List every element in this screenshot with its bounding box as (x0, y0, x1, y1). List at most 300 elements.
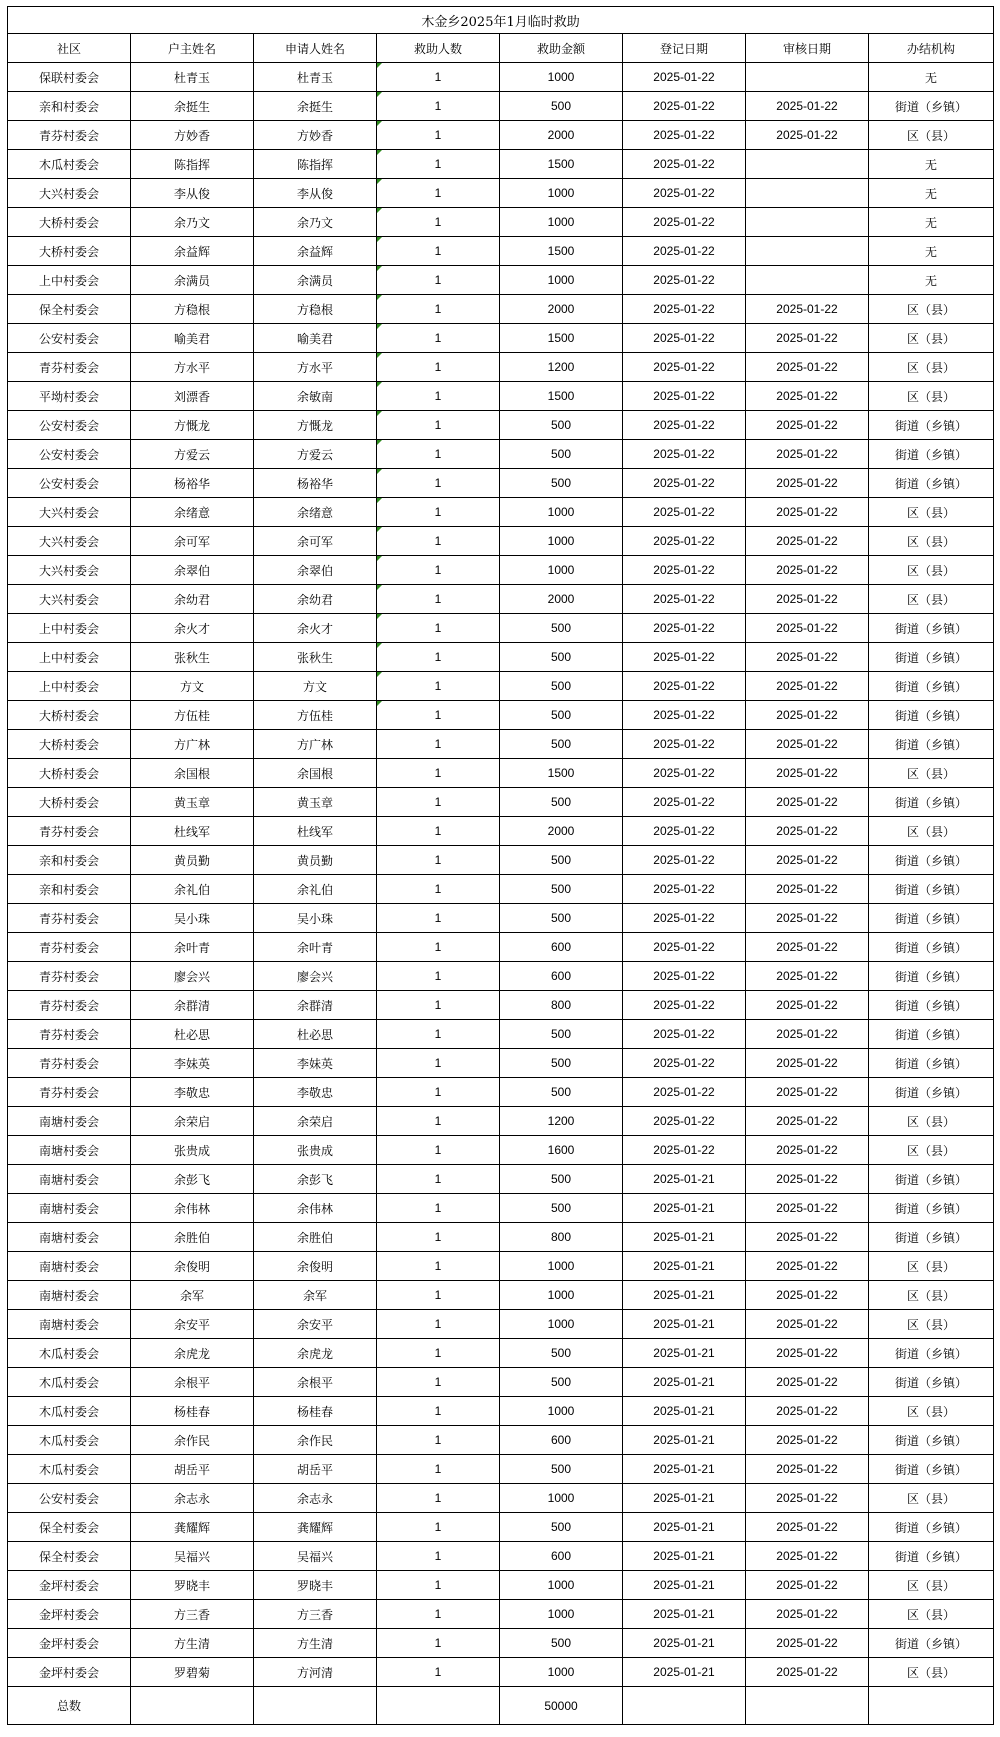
cell-count[interactable] (377, 382, 500, 411)
cell-community[interactable] (8, 266, 131, 295)
cell-register-date[interactable] (623, 1136, 746, 1165)
cell-amount[interactable] (500, 237, 623, 266)
cell-applicant[interactable] (254, 498, 377, 527)
cell-agency[interactable] (869, 469, 994, 498)
cell-amount[interactable] (500, 933, 623, 962)
cell-applicant[interactable] (254, 701, 377, 730)
cell-review-date[interactable] (746, 556, 869, 585)
cell-agency[interactable] (869, 1107, 994, 1136)
cell-community[interactable] (8, 933, 131, 962)
cell-review-date[interactable] (746, 237, 869, 266)
cell-review-date[interactable] (746, 1571, 869, 1600)
cell-agency[interactable] (869, 933, 994, 962)
cell-count[interactable] (377, 933, 500, 962)
cell-register-date[interactable] (623, 1339, 746, 1368)
cell-agency[interactable] (869, 527, 994, 556)
cell-register-date[interactable] (623, 353, 746, 382)
cell-review-date[interactable] (746, 1397, 869, 1426)
cell-register-date[interactable] (623, 527, 746, 556)
cell-agency[interactable] (869, 730, 994, 759)
cell-applicant[interactable] (254, 469, 377, 498)
cell-agency[interactable] (869, 788, 994, 817)
cell-agency[interactable] (869, 1368, 994, 1397)
cell-applicant[interactable] (254, 121, 377, 150)
header-amount[interactable]: 救助金额 (500, 34, 623, 63)
cell-amount[interactable] (500, 1658, 623, 1687)
cell-count[interactable] (377, 1455, 500, 1484)
cell-amount[interactable] (500, 1600, 623, 1629)
cell-applicant[interactable] (254, 1310, 377, 1339)
cell-amount[interactable] (500, 1310, 623, 1339)
cell-register-date[interactable] (623, 933, 746, 962)
cell-review-date[interactable] (746, 991, 869, 1020)
cell-agency[interactable] (869, 1571, 994, 1600)
cell-register-date[interactable] (623, 614, 746, 643)
cell-householder[interactable] (131, 904, 254, 933)
cell-review-date[interactable] (746, 1455, 869, 1484)
cell-householder[interactable] (131, 63, 254, 92)
cell-community[interactable] (8, 440, 131, 469)
cell-householder[interactable] (131, 556, 254, 585)
cell-review-date[interactable] (746, 1513, 869, 1542)
cell-review-date[interactable] (746, 440, 869, 469)
cell-amount[interactable] (500, 759, 623, 788)
cell-amount[interactable] (500, 556, 623, 585)
cell-review-date[interactable] (746, 1542, 869, 1571)
cell-amount[interactable] (500, 1136, 623, 1165)
cell-review-date[interactable] (746, 1310, 869, 1339)
cell-review-date[interactable] (746, 1136, 869, 1165)
cell-householder[interactable] (131, 1629, 254, 1658)
cell-count[interactable] (377, 788, 500, 817)
cell-householder[interactable] (131, 1484, 254, 1513)
cell-amount[interactable] (500, 150, 623, 179)
cell-count[interactable] (377, 846, 500, 875)
cell-amount[interactable] (500, 1397, 623, 1426)
cell-register-date[interactable] (623, 759, 746, 788)
cell-community[interactable] (8, 817, 131, 846)
total-empty-cell[interactable] (746, 1687, 869, 1725)
cell-review-date[interactable] (746, 643, 869, 672)
cell-householder[interactable] (131, 150, 254, 179)
header-applicant[interactable]: 申请人姓名 (254, 34, 377, 63)
cell-community[interactable] (8, 1629, 131, 1658)
cell-applicant[interactable] (254, 817, 377, 846)
cell-register-date[interactable] (623, 295, 746, 324)
cell-count[interactable] (377, 1426, 500, 1455)
cell-count[interactable] (377, 1107, 500, 1136)
cell-community[interactable] (8, 121, 131, 150)
cell-agency[interactable] (869, 1223, 994, 1252)
cell-review-date[interactable] (746, 788, 869, 817)
cell-amount[interactable] (500, 1078, 623, 1107)
cell-community[interactable] (8, 1368, 131, 1397)
cell-register-date[interactable] (623, 440, 746, 469)
cell-count[interactable] (377, 1165, 500, 1194)
cell-agency[interactable] (869, 1078, 994, 1107)
cell-householder[interactable] (131, 382, 254, 411)
cell-register-date[interactable] (623, 1165, 746, 1194)
cell-register-date[interactable] (623, 846, 746, 875)
cell-count[interactable] (377, 1223, 500, 1252)
cell-applicant[interactable] (254, 382, 377, 411)
cell-amount[interactable] (500, 382, 623, 411)
cell-review-date[interactable] (746, 1629, 869, 1658)
cell-register-date[interactable] (623, 469, 746, 498)
cell-review-date[interactable] (746, 92, 869, 121)
cell-review-date[interactable] (746, 121, 869, 150)
cell-agency[interactable] (869, 1484, 994, 1513)
cell-community[interactable] (8, 208, 131, 237)
cell-review-date[interactable] (746, 1194, 869, 1223)
cell-amount[interactable] (500, 904, 623, 933)
cell-register-date[interactable] (623, 179, 746, 208)
cell-agency[interactable] (869, 556, 994, 585)
cell-applicant[interactable] (254, 295, 377, 324)
cell-amount[interactable] (500, 614, 623, 643)
cell-applicant[interactable] (254, 353, 377, 382)
cell-amount[interactable] (500, 1281, 623, 1310)
cell-householder[interactable] (131, 266, 254, 295)
cell-register-date[interactable] (623, 63, 746, 92)
cell-householder[interactable] (131, 1107, 254, 1136)
cell-householder[interactable] (131, 324, 254, 353)
sheet-title[interactable]: 木金乡2025年1月临时救助 (8, 7, 994, 34)
cell-review-date[interactable] (746, 324, 869, 353)
cell-amount[interactable] (500, 1339, 623, 1368)
cell-applicant[interactable] (254, 92, 377, 121)
cell-review-date[interactable] (746, 1020, 869, 1049)
cell-applicant[interactable] (254, 1426, 377, 1455)
cell-count[interactable] (377, 817, 500, 846)
cell-agency[interactable] (869, 846, 994, 875)
cell-applicant[interactable] (254, 1339, 377, 1368)
cell-agency[interactable] (869, 498, 994, 527)
cell-register-date[interactable] (623, 150, 746, 179)
cell-agency[interactable] (869, 991, 994, 1020)
cell-register-date[interactable] (623, 324, 746, 353)
cell-review-date[interactable] (746, 469, 869, 498)
cell-register-date[interactable] (623, 1629, 746, 1658)
cell-community[interactable] (8, 585, 131, 614)
cell-householder[interactable] (131, 121, 254, 150)
cell-register-date[interactable] (623, 817, 746, 846)
cell-community[interactable] (8, 1049, 131, 1078)
cell-householder[interactable] (131, 1397, 254, 1426)
cell-householder[interactable] (131, 614, 254, 643)
cell-applicant[interactable] (254, 1136, 377, 1165)
cell-applicant[interactable] (254, 411, 377, 440)
cell-amount[interactable] (500, 1165, 623, 1194)
cell-householder[interactable] (131, 817, 254, 846)
cell-householder[interactable] (131, 1223, 254, 1252)
cell-register-date[interactable] (623, 1397, 746, 1426)
cell-review-date[interactable] (746, 759, 869, 788)
cell-amount[interactable] (500, 498, 623, 527)
cell-agency[interactable] (869, 63, 994, 92)
cell-count[interactable] (377, 324, 500, 353)
cell-register-date[interactable] (623, 962, 746, 991)
cell-agency[interactable] (869, 1542, 994, 1571)
cell-review-date[interactable] (746, 1281, 869, 1310)
header-count[interactable]: 救助人数 (377, 34, 500, 63)
total-empty-cell[interactable] (869, 1687, 994, 1725)
cell-count[interactable] (377, 1281, 500, 1310)
cell-community[interactable] (8, 1339, 131, 1368)
cell-applicant[interactable] (254, 1107, 377, 1136)
cell-count[interactable] (377, 121, 500, 150)
cell-count[interactable] (377, 63, 500, 92)
cell-agency[interactable] (869, 1658, 994, 1687)
cell-amount[interactable] (500, 1194, 623, 1223)
cell-applicant[interactable] (254, 324, 377, 353)
cell-householder[interactable] (131, 353, 254, 382)
cell-householder[interactable] (131, 1049, 254, 1078)
cell-count[interactable] (377, 672, 500, 701)
header-register-date[interactable]: 登记日期 (623, 34, 746, 63)
cell-count[interactable] (377, 1600, 500, 1629)
cell-count[interactable] (377, 1571, 500, 1600)
cell-agency[interactable] (869, 1600, 994, 1629)
cell-amount[interactable] (500, 1571, 623, 1600)
cell-amount[interactable] (500, 701, 623, 730)
cell-applicant[interactable] (254, 1658, 377, 1687)
cell-count[interactable] (377, 1513, 500, 1542)
total-amount[interactable]: 50000 (500, 1687, 623, 1725)
cell-agency[interactable] (869, 1165, 994, 1194)
total-label[interactable]: 总数 (8, 1687, 131, 1725)
cell-householder[interactable] (131, 1513, 254, 1542)
cell-agency[interactable] (869, 208, 994, 237)
cell-count[interactable] (377, 1397, 500, 1426)
cell-register-date[interactable] (623, 411, 746, 440)
cell-householder[interactable] (131, 1571, 254, 1600)
cell-count[interactable] (377, 353, 500, 382)
cell-applicant[interactable] (254, 150, 377, 179)
cell-register-date[interactable] (623, 672, 746, 701)
cell-count[interactable] (377, 411, 500, 440)
cell-review-date[interactable] (746, 1049, 869, 1078)
cell-agency[interactable] (869, 121, 994, 150)
cell-applicant[interactable] (254, 1223, 377, 1252)
cell-amount[interactable] (500, 324, 623, 353)
cell-register-date[interactable] (623, 266, 746, 295)
cell-agency[interactable] (869, 237, 994, 266)
cell-count[interactable] (377, 179, 500, 208)
cell-count[interactable] (377, 1078, 500, 1107)
cell-householder[interactable] (131, 846, 254, 875)
cell-count[interactable] (377, 759, 500, 788)
cell-amount[interactable] (500, 440, 623, 469)
cell-amount[interactable] (500, 1252, 623, 1281)
cell-count[interactable] (377, 1020, 500, 1049)
cell-register-date[interactable] (623, 904, 746, 933)
cell-applicant[interactable] (254, 1600, 377, 1629)
cell-agency[interactable] (869, 1397, 994, 1426)
cell-applicant[interactable] (254, 759, 377, 788)
cell-register-date[interactable] (623, 1049, 746, 1078)
cell-review-date[interactable] (746, 846, 869, 875)
cell-review-date[interactable] (746, 730, 869, 759)
cell-review-date[interactable] (746, 498, 869, 527)
cell-agency[interactable] (869, 643, 994, 672)
cell-householder[interactable] (131, 585, 254, 614)
cell-agency[interactable] (869, 672, 994, 701)
cell-review-date[interactable] (746, 179, 869, 208)
cell-review-date[interactable] (746, 1484, 869, 1513)
cell-agency[interactable] (869, 1049, 994, 1078)
cell-review-date[interactable] (746, 585, 869, 614)
cell-community[interactable] (8, 92, 131, 121)
cell-householder[interactable] (131, 991, 254, 1020)
cell-community[interactable] (8, 498, 131, 527)
cell-applicant[interactable] (254, 1281, 377, 1310)
cell-householder[interactable] (131, 933, 254, 962)
cell-amount[interactable] (500, 179, 623, 208)
cell-householder[interactable] (131, 208, 254, 237)
cell-householder[interactable] (131, 1136, 254, 1165)
cell-count[interactable] (377, 701, 500, 730)
cell-review-date[interactable] (746, 875, 869, 904)
cell-community[interactable] (8, 759, 131, 788)
cell-register-date[interactable] (623, 1513, 746, 1542)
cell-applicant[interactable] (254, 1078, 377, 1107)
cell-applicant[interactable] (254, 266, 377, 295)
cell-agency[interactable] (869, 353, 994, 382)
cell-applicant[interactable] (254, 788, 377, 817)
cell-amount[interactable] (500, 672, 623, 701)
cell-householder[interactable] (131, 643, 254, 672)
cell-agency[interactable] (869, 1136, 994, 1165)
cell-householder[interactable] (131, 875, 254, 904)
cell-applicant[interactable] (254, 1194, 377, 1223)
cell-amount[interactable] (500, 1455, 623, 1484)
cell-agency[interactable] (869, 266, 994, 295)
cell-review-date[interactable] (746, 1165, 869, 1194)
cell-amount[interactable] (500, 730, 623, 759)
cell-householder[interactable] (131, 701, 254, 730)
cell-review-date[interactable] (746, 208, 869, 237)
cell-count[interactable] (377, 150, 500, 179)
cell-count[interactable] (377, 469, 500, 498)
cell-review-date[interactable] (746, 1339, 869, 1368)
cell-review-date[interactable] (746, 817, 869, 846)
cell-householder[interactable] (131, 788, 254, 817)
cell-community[interactable] (8, 1426, 131, 1455)
cell-amount[interactable] (500, 1368, 623, 1397)
header-review-date[interactable]: 审核日期 (746, 34, 869, 63)
cell-register-date[interactable] (623, 1281, 746, 1310)
cell-community[interactable] (8, 1194, 131, 1223)
cell-register-date[interactable] (623, 121, 746, 150)
cell-register-date[interactable] (623, 1194, 746, 1223)
cell-count[interactable] (377, 1542, 500, 1571)
cell-agency[interactable] (869, 1020, 994, 1049)
cell-amount[interactable] (500, 1049, 623, 1078)
cell-community[interactable] (8, 1484, 131, 1513)
cell-community[interactable] (8, 701, 131, 730)
header-community[interactable]: 社区 (8, 34, 131, 63)
cell-count[interactable] (377, 237, 500, 266)
cell-review-date[interactable] (746, 353, 869, 382)
cell-community[interactable] (8, 1600, 131, 1629)
cell-community[interactable] (8, 672, 131, 701)
cell-agency[interactable] (869, 875, 994, 904)
cell-register-date[interactable] (623, 1020, 746, 1049)
cell-amount[interactable] (500, 962, 623, 991)
cell-review-date[interactable] (746, 1368, 869, 1397)
cell-applicant[interactable] (254, 63, 377, 92)
cell-applicant[interactable] (254, 1020, 377, 1049)
cell-applicant[interactable] (254, 904, 377, 933)
cell-householder[interactable] (131, 1252, 254, 1281)
cell-agency[interactable] (869, 411, 994, 440)
cell-householder[interactable] (131, 1281, 254, 1310)
cell-register-date[interactable] (623, 1368, 746, 1397)
cell-count[interactable] (377, 643, 500, 672)
cell-applicant[interactable] (254, 1368, 377, 1397)
cell-agency[interactable] (869, 1310, 994, 1339)
cell-householder[interactable] (131, 672, 254, 701)
cell-householder[interactable] (131, 1600, 254, 1629)
cell-register-date[interactable] (623, 1426, 746, 1455)
cell-community[interactable] (8, 846, 131, 875)
cell-applicant[interactable] (254, 1484, 377, 1513)
cell-amount[interactable] (500, 1223, 623, 1252)
cell-review-date[interactable] (746, 1078, 869, 1107)
cell-amount[interactable] (500, 121, 623, 150)
cell-register-date[interactable] (623, 1571, 746, 1600)
cell-community[interactable] (8, 237, 131, 266)
cell-householder[interactable] (131, 92, 254, 121)
cell-agency[interactable] (869, 614, 994, 643)
cell-review-date[interactable] (746, 150, 869, 179)
cell-register-date[interactable] (623, 556, 746, 585)
total-empty-cell[interactable] (254, 1687, 377, 1725)
cell-register-date[interactable] (623, 237, 746, 266)
cell-community[interactable] (8, 1571, 131, 1600)
cell-householder[interactable] (131, 411, 254, 440)
cell-register-date[interactable] (623, 585, 746, 614)
cell-agency[interactable] (869, 1455, 994, 1484)
cell-community[interactable] (8, 353, 131, 382)
cell-amount[interactable] (500, 817, 623, 846)
cell-agency[interactable] (869, 382, 994, 411)
cell-community[interactable] (8, 1136, 131, 1165)
cell-count[interactable] (377, 1658, 500, 1687)
cell-register-date[interactable] (623, 382, 746, 411)
cell-amount[interactable] (500, 527, 623, 556)
cell-review-date[interactable] (746, 295, 869, 324)
cell-count[interactable] (377, 730, 500, 759)
cell-applicant[interactable] (254, 991, 377, 1020)
cell-agency[interactable] (869, 1194, 994, 1223)
cell-review-date[interactable] (746, 1107, 869, 1136)
cell-amount[interactable] (500, 295, 623, 324)
cell-agency[interactable] (869, 1426, 994, 1455)
cell-count[interactable] (377, 1252, 500, 1281)
cell-community[interactable] (8, 991, 131, 1020)
cell-applicant[interactable] (254, 1165, 377, 1194)
cell-review-date[interactable] (746, 904, 869, 933)
cell-review-date[interactable] (746, 382, 869, 411)
cell-householder[interactable] (131, 1658, 254, 1687)
cell-applicant[interactable] (254, 1542, 377, 1571)
cell-householder[interactable] (131, 1542, 254, 1571)
cell-register-date[interactable] (623, 1542, 746, 1571)
cell-register-date[interactable] (623, 1078, 746, 1107)
cell-amount[interactable] (500, 585, 623, 614)
